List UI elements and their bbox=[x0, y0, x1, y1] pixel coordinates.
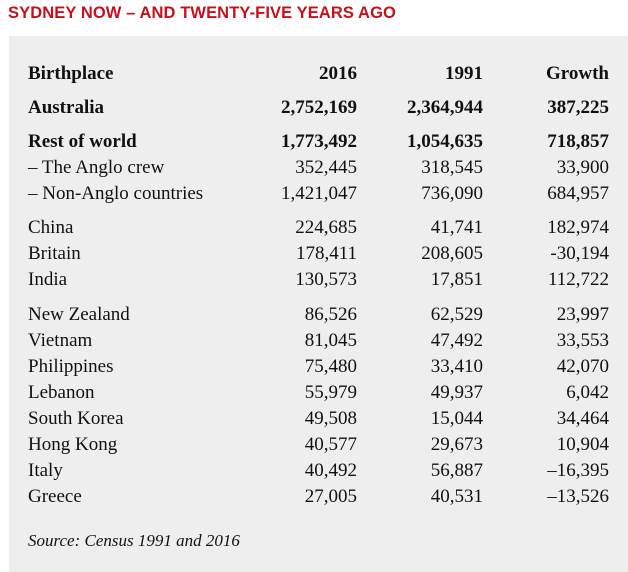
row-value-2016: 75,480 bbox=[304, 356, 357, 377]
row-value-2016: 40,492 bbox=[304, 460, 357, 481]
row-value-growth: 10,904 bbox=[556, 434, 609, 455]
header-growth: Growth bbox=[546, 63, 609, 84]
table-row bbox=[9, 432, 628, 458]
row-value-growth: 33,900 bbox=[556, 157, 609, 178]
row-value-1991: 2,364,944 bbox=[407, 97, 483, 118]
table-row bbox=[9, 484, 628, 510]
table-panel bbox=[9, 36, 628, 572]
table-row bbox=[9, 406, 628, 432]
row-value-growth: 387,225 bbox=[547, 97, 609, 118]
row-value-growth: 34,464 bbox=[556, 408, 609, 429]
header-2016: 2016 bbox=[319, 63, 357, 84]
table-header bbox=[9, 61, 628, 87]
table-row bbox=[9, 241, 628, 267]
row-birthplace: Australia bbox=[28, 97, 104, 118]
row-value-growth: -30,194 bbox=[550, 243, 609, 264]
row-birthplace: Rest of world bbox=[28, 131, 137, 152]
header-1991: 1991 bbox=[445, 63, 483, 84]
row-value-1991: 17,851 bbox=[430, 269, 483, 290]
row-value-growth: 6,042 bbox=[566, 382, 609, 403]
row-birthplace: – The Anglo crew bbox=[28, 157, 165, 178]
row-value-1991: 56,887 bbox=[430, 460, 483, 481]
row-value-1991: 318,545 bbox=[421, 157, 483, 178]
row-birthplace: New Zealand bbox=[28, 304, 130, 325]
source-note: Source: Census 1991 and 2016 bbox=[28, 531, 240, 550]
row-value-growth: 112,722 bbox=[547, 269, 609, 290]
row-value-growth: 182,974 bbox=[547, 217, 609, 238]
row-value-2016: 178,411 bbox=[295, 243, 357, 264]
row-value-2016: 40,577 bbox=[304, 434, 357, 455]
row-value-growth: 684,957 bbox=[547, 183, 609, 204]
row-value-growth: 33,553 bbox=[556, 330, 609, 351]
headline: SYDNEY NOW – AND TWENTY-FIVE YEARS AGO bbox=[8, 4, 396, 22]
header-birthplace: Birthplace bbox=[28, 63, 114, 84]
row-value-1991: 33,410 bbox=[430, 356, 483, 377]
row-value-2016: 27,005 bbox=[304, 486, 357, 507]
row-value-growth: –16,395 bbox=[547, 460, 609, 481]
table-row bbox=[9, 155, 628, 181]
table-row bbox=[9, 354, 628, 380]
table-row bbox=[9, 380, 628, 406]
row-value-2016: 2,752,169 bbox=[281, 97, 357, 118]
row-value-2016: 86,526 bbox=[304, 304, 357, 325]
row-birthplace: Italy bbox=[28, 460, 63, 481]
table-row bbox=[9, 302, 628, 328]
row-value-1991: 29,673 bbox=[430, 434, 483, 455]
row-birthplace: Vietnam bbox=[28, 330, 93, 351]
row-birthplace: China bbox=[28, 217, 74, 238]
row-value-growth: –13,526 bbox=[547, 486, 609, 507]
table-row bbox=[9, 129, 628, 155]
row-birthplace: Greece bbox=[28, 486, 82, 507]
row-value-growth: 42,070 bbox=[556, 356, 609, 377]
row-birthplace: – Non-Anglo countries bbox=[28, 183, 204, 204]
row-value-1991: 40,531 bbox=[430, 486, 483, 507]
row-value-1991: 62,529 bbox=[430, 304, 483, 325]
row-value-2016: 1,421,047 bbox=[281, 183, 357, 204]
row-value-1991: 49,937 bbox=[430, 382, 483, 403]
row-value-1991: 47,492 bbox=[430, 330, 483, 351]
row-value-2016: 55,979 bbox=[304, 382, 357, 403]
row-value-1991: 41,741 bbox=[430, 217, 483, 238]
row-value-1991: 1,054,635 bbox=[407, 131, 483, 152]
row-value-2016: 1,773,492 bbox=[281, 131, 357, 152]
row-value-1991: 15,044 bbox=[430, 408, 483, 429]
row-value-1991: 208,605 bbox=[421, 243, 483, 264]
row-value-2016: 130,573 bbox=[295, 269, 357, 290]
row-birthplace: Lebanon bbox=[28, 382, 95, 403]
row-birthplace: South Korea bbox=[28, 408, 124, 429]
row-value-2016: 49,508 bbox=[304, 408, 357, 429]
row-birthplace: Hong Kong bbox=[28, 434, 118, 455]
row-birthplace: Philippines bbox=[28, 356, 114, 377]
table-row bbox=[9, 181, 628, 207]
row-value-1991: 736,090 bbox=[421, 183, 483, 204]
table-row bbox=[9, 215, 628, 241]
row-value-growth: 23,997 bbox=[556, 304, 609, 325]
row-birthplace: Britain bbox=[28, 243, 81, 264]
row-value-growth: 718,857 bbox=[547, 131, 609, 152]
row-value-2016: 224,685 bbox=[295, 217, 357, 238]
row-birthplace: India bbox=[28, 269, 68, 290]
table-row bbox=[9, 95, 628, 121]
table-row bbox=[9, 328, 628, 354]
row-value-2016: 81,045 bbox=[304, 330, 357, 351]
table-row bbox=[9, 458, 628, 484]
table-row bbox=[9, 267, 628, 293]
row-value-2016: 352,445 bbox=[295, 157, 357, 178]
